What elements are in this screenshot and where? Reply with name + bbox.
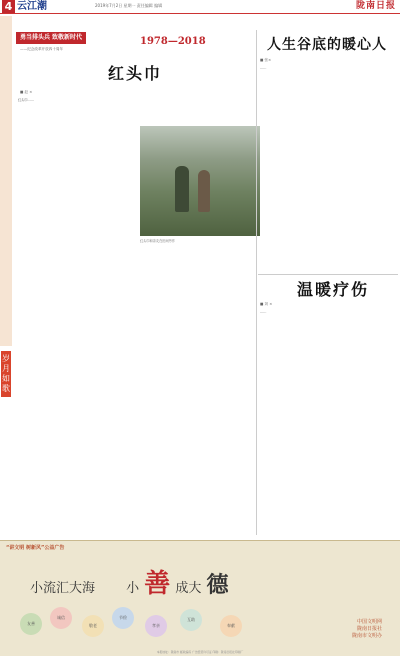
value-bubble: 节俭 — [112, 607, 134, 629]
ad-bubble-group — [20, 603, 270, 643]
slogan-part: 成大 — [175, 581, 202, 596]
section-title: 云江潮 — [17, 1, 47, 12]
story-headline: 红头巾 — [107, 64, 162, 83]
public-service-ad — [0, 540, 400, 656]
ad-slogan — [30, 563, 228, 600]
slogan-part: 德 — [206, 572, 229, 598]
story-body-col-3 — [140, 245, 195, 535]
page-header — [0, 0, 400, 14]
photo-caption: 红头巾和亲友在田间劳作 — [140, 239, 176, 243]
value-bubble: 敬老 — [82, 615, 104, 637]
story-body-col-2 — [330, 66, 396, 271]
sponsor-line: 陇南市文明办 — [351, 633, 382, 639]
anniversary-years: 1978—2018 — [140, 36, 206, 47]
page-footer: 本报地址：陇南市 邮政编码 广告经营许可证 印刷：陇南日报社印刷厂 — [156, 650, 244, 654]
story-byline: ■ 赵 × — [20, 90, 33, 94]
slogan-part: 小流汇大海 — [30, 581, 96, 596]
column-divider — [256, 30, 257, 535]
story-body-col-1: …… — [260, 310, 267, 314]
slogan-part: 小 — [126, 581, 140, 596]
page-number: 4 — [2, 0, 15, 13]
story-photo — [140, 126, 260, 236]
masthead-logo: 陇南日报 — [355, 1, 396, 11]
value-bubble: 诚信 — [50, 607, 72, 629]
banner-subtitle: ——纪念改革开放四十周年 — [20, 47, 64, 51]
sponsor-line: 中国文明网 — [356, 619, 382, 625]
story-body-col-2 — [330, 310, 396, 535]
date-line: 2019年7月2日 星期一 责任编辑 编辑 — [95, 3, 163, 8]
sponsor-line: 陇南日报社 — [356, 626, 382, 632]
ad-tag: “讲文明 树新风”公益广告 — [6, 545, 65, 551]
section-divider — [258, 274, 398, 275]
story-body-col-4 — [198, 245, 253, 535]
person-figure — [175, 166, 189, 212]
value-bubble: 奉献 — [220, 615, 242, 637]
ad-sponsors — [352, 619, 382, 640]
story-body-col-2 — [82, 98, 137, 538]
story-headline: 人生谷底的暖心人 — [267, 37, 387, 53]
strip-decoration — [0, 16, 12, 346]
story-body-col-1: …… — [260, 66, 267, 70]
left-strip — [0, 16, 12, 536]
column-label: 岁月如歌 — [1, 351, 11, 397]
value-bubble: 友善 — [20, 613, 42, 635]
banner-text: 勇当排头兵 致敬新时代 — [19, 34, 83, 41]
slogan-highlight: 善 — [144, 569, 171, 599]
story-byline: ■ 刘 × — [260, 302, 273, 306]
value-bubble: 孝亲 — [145, 615, 167, 637]
story-headline: 温暖疗伤 — [296, 280, 369, 299]
special-banner — [16, 32, 86, 44]
value-bubble: 互助 — [180, 609, 202, 631]
story-byline: ■ 张× — [260, 58, 272, 62]
person-figure — [198, 170, 210, 212]
story-body-col-1: 红头巾…… — [18, 98, 34, 102]
